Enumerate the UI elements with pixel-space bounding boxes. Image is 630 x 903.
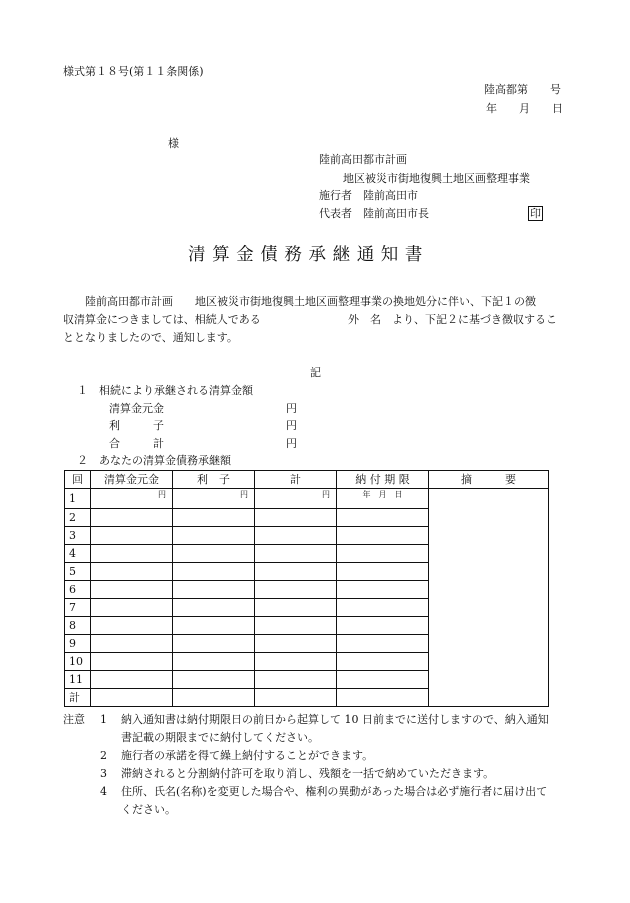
row-number: 11: [65, 671, 91, 689]
note-4-continued: ください。: [121, 803, 176, 816]
principal-cell: 円: [91, 489, 173, 509]
sender-line-1: 陸前高田都市計画: [319, 153, 407, 166]
ki-heading: 記: [310, 366, 321, 379]
note-1-continued: 書記載の期限までに納付してください。: [121, 731, 319, 744]
section-1-unit-total: 円: [286, 437, 297, 450]
header-total: 計: [255, 471, 337, 489]
seal-mark: 印: [530, 207, 541, 220]
notes-label: 注意: [63, 713, 85, 726]
section-2-heading: ２ あなたの清算金債務承継額: [77, 454, 231, 467]
total-cell: 円: [255, 489, 337, 509]
remarks-cell: [429, 489, 549, 707]
section-1-unit-principal: 円: [286, 402, 297, 415]
section-1-label-total: 合 計: [109, 437, 164, 450]
header-principal: 清算金元金: [91, 471, 173, 489]
row-number: 2: [65, 509, 91, 527]
section-1-label-interest: 利 子: [109, 419, 164, 432]
header-due-date: 納 付 期 限: [337, 471, 429, 489]
due-date-cell: 年 月 日: [337, 489, 429, 509]
sender-line-4: 代表者 陸前高田市長: [319, 207, 429, 220]
row-number: 4: [65, 545, 91, 563]
note-2-number: 2: [100, 749, 107, 762]
document-title: 清算金債務承継通知書: [188, 245, 429, 265]
note-4-text: 住所、氏名(名称)を変更した場合や、権利の異動があった場合は必ず施行者に届け出て: [121, 785, 548, 798]
note-2-text: 施行者の承諾を得て繰上納付することができます。: [121, 749, 374, 762]
form-number: 様式第１８号(第１１条関係): [63, 65, 204, 78]
section-1-heading: １ 相続により承継される清算金額: [77, 384, 253, 397]
header-remarks: 摘 要: [429, 471, 549, 489]
row-number: 3: [65, 527, 91, 545]
table-row: [65, 489, 549, 509]
body-line-2b: 外 名 より、下記２に基づき徴収するこ: [348, 313, 557, 326]
body-line-1: 陸前高田都市計画 地区被災市街地復興土地区画整理事業の換地処分に伴い、下記１の徴: [85, 295, 536, 308]
row-number: 1: [65, 489, 91, 509]
row-number: 10: [65, 653, 91, 671]
sender-line-3: 施行者 陸前高田市: [319, 189, 418, 202]
header-interest: 利 子: [173, 471, 255, 489]
note-3-text: 滞納されると分割納付許可を取り消し、残額を一括で納めていただきます。: [121, 767, 495, 780]
note-3-number: 3: [100, 767, 107, 780]
row-number: 7: [65, 599, 91, 617]
row-number: 6: [65, 581, 91, 599]
note-1-text: 納入通知書は納付期限日の前日から起算して 10 日前までに送付しますので、納入通知: [121, 713, 549, 726]
section-1-label-principal: 清算金元金: [109, 402, 164, 415]
interest-cell: 円: [173, 489, 255, 509]
row-number: 9: [65, 635, 91, 653]
addressee-suffix: 様: [168, 137, 179, 150]
document-number: 陸高都第 号: [484, 83, 561, 96]
body-line-2a: 収清算金につきましては、相続人である: [63, 313, 261, 326]
sender-line-2: 地区被災市街地復興土地区画整理事業: [343, 172, 530, 185]
row-number: 8: [65, 617, 91, 635]
document-date: 年 月 日: [486, 102, 563, 115]
table-header-row: [65, 471, 549, 489]
row-number: 5: [65, 563, 91, 581]
note-1-number: 1: [100, 713, 107, 726]
header-round: 回: [65, 471, 91, 489]
payment-schedule-table: [64, 470, 549, 707]
note-4-number: 4: [100, 785, 107, 798]
row-total-label: 計: [65, 689, 91, 707]
section-1-unit-interest: 円: [286, 419, 297, 432]
body-line-3: ととなりましたので、通知します。: [63, 331, 238, 344]
